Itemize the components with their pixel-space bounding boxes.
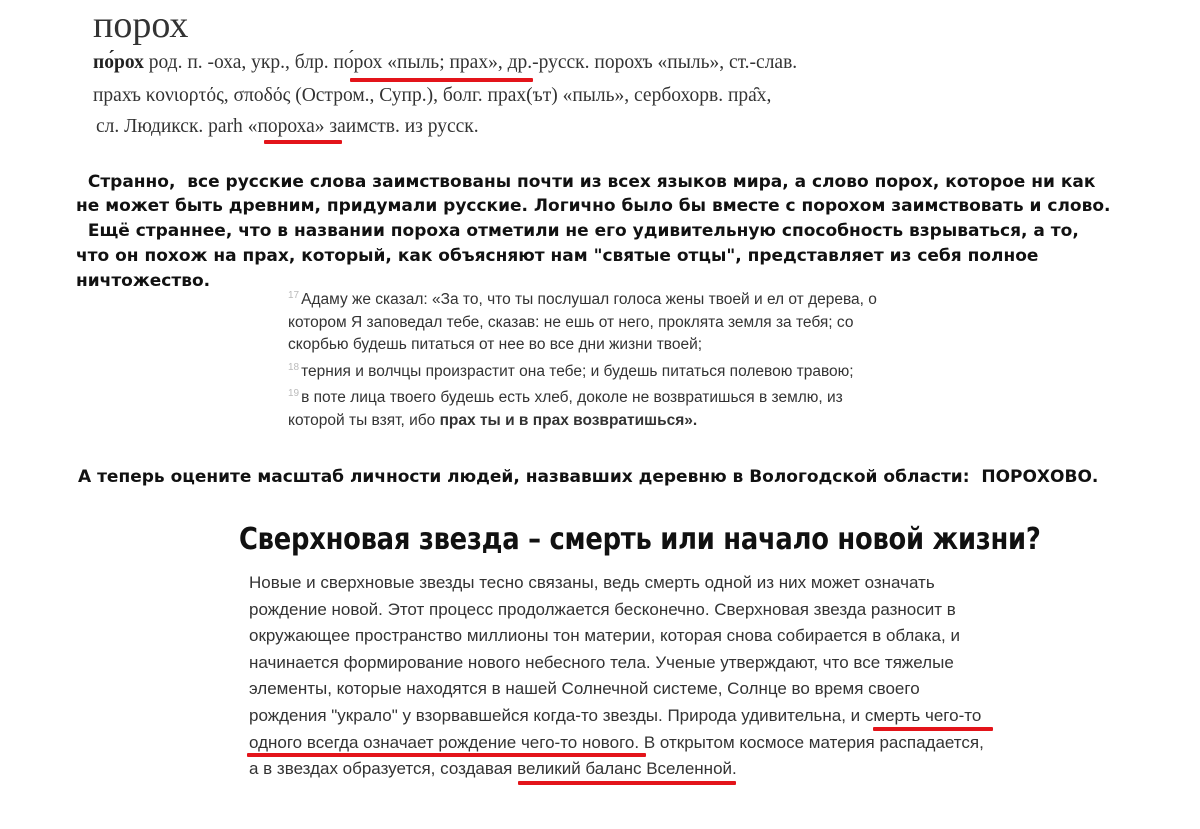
underline-poroha <box>264 140 342 144</box>
verse-number: 19 <box>288 388 300 400</box>
dictionary-line-2: прахъ κονιορτός, σποδός (Остром., Супр.), болг. прах(ът) «пыль», сербохорв. пра̑х, <box>93 85 772 106</box>
bible-line <box>288 410 948 433</box>
bible-quote <box>288 285 948 432</box>
article-highlight-birth: одного всегда означает рождение чего-то нового. <box>249 733 640 752</box>
bible-line <box>288 312 948 335</box>
dictionary-text: заимств. из русск. <box>324 116 479 137</box>
dictionary-highlight-poroha: «пороха» <box>247 116 325 137</box>
article-text: а в звездах образуется, создавая <box>249 759 518 778</box>
commentary-line-2: не может быть древним, придумали русские. Логично было бы вместе с порохом заимствовать и слово. <box>76 196 1111 216</box>
bible-text: скорбью будешь питаться от нее во все дни жизни твоей; <box>288 336 703 354</box>
bible-text: в поте лица твоего будешь есть хлеб, доколе не возвратишься в землю, из <box>301 389 843 407</box>
article-line: окружающее пространство миллионы тон материи, которая снова собирается в облака, и <box>249 626 960 645</box>
commentary-line-3: Ещё страннее, что в названии пороха отметили не его удивительную способность взрываться, а то, <box>76 221 1079 241</box>
bible-line <box>288 334 948 357</box>
verse-number: 18 <box>288 361 300 373</box>
article-line: элементы, которые находятся в нашей Солнечной системе, Солнце во время своего <box>249 679 920 698</box>
article-line: Новые и сверхновые звезды тесно связаны, ведь смерть одной из них может означать <box>249 573 935 592</box>
bible-text: котором Я заповедал тебе, сказав: не ешь от него, проклята земля за тебя; со <box>288 313 854 331</box>
article-highlight-death: смерть чего-то <box>864 706 982 725</box>
article-text: . <box>732 759 737 778</box>
article-line: рождение новой. Этот процесс продолжается бесконечно. Сверхновая звезда разносит в <box>249 600 956 619</box>
article-line <box>249 703 981 730</box>
dictionary-line-1 <box>93 50 797 76</box>
dictionary-highlight-pyl-prah: по́рох «пыль; прах» <box>333 52 498 73</box>
bible-line <box>288 357 948 384</box>
commentary-line-4: что он похож на прах, который, как объясняют нам "святые отцы", представляет из себя полное <box>76 246 1039 266</box>
underline-balance <box>518 781 736 785</box>
dictionary-headword: по́рох <box>93 52 144 73</box>
dictionary-text: сл. Людикск. parh <box>96 116 248 137</box>
article-text: В открытом космосе материя распадается, <box>639 733 984 752</box>
bible-line <box>288 383 948 410</box>
dictionary-text: , др.-русск. порохъ «пыль», ст.-слав. <box>497 52 798 73</box>
village-statement: А теперь оцените масштаб личности людей, назвавших деревню в Вологодской области: ПОРОХОВО. <box>78 467 1099 487</box>
article-line <box>249 756 737 783</box>
verse-number: 17 <box>288 290 300 301</box>
bible-line <box>288 285 948 312</box>
commentary-line-5: ничтожество. <box>76 271 211 291</box>
bible-text: которой ты взят, ибо <box>288 411 440 429</box>
bible-bold-text: прах ты и в прах возвратишься». <box>439 411 698 429</box>
article-title: Сверхновая звезда – смерть или начало новой жизни? <box>239 522 1041 557</box>
dictionary-title: порох <box>93 4 189 46</box>
bible-text: Адаму же сказал: «За то, что ты послушал голоса жены твоей и ел от дерева, о <box>301 291 877 309</box>
article-line: начинается формирование нового небесного тела. Ученые утверждают, что все тяжелые <box>249 653 954 672</box>
article-text: рождения "украло" у взорвавшейся когда-то звезды. Природа удивительна, и <box>249 706 865 725</box>
commentary-line-1: Странно, все русские слова заимствованы почти из всех языков мира, а слово порох, которое ни как <box>76 172 1096 192</box>
bible-text: терния и волчцы произрастит она тебе; и будешь питаться полевою травою; <box>301 362 854 380</box>
dictionary-text: род. п. -оха, укр., блр. <box>143 52 334 73</box>
underline-pyl-prah <box>350 78 533 82</box>
article-highlight-balance: великий баланс Вселенной <box>517 759 733 778</box>
dictionary-line-3 <box>96 114 479 140</box>
